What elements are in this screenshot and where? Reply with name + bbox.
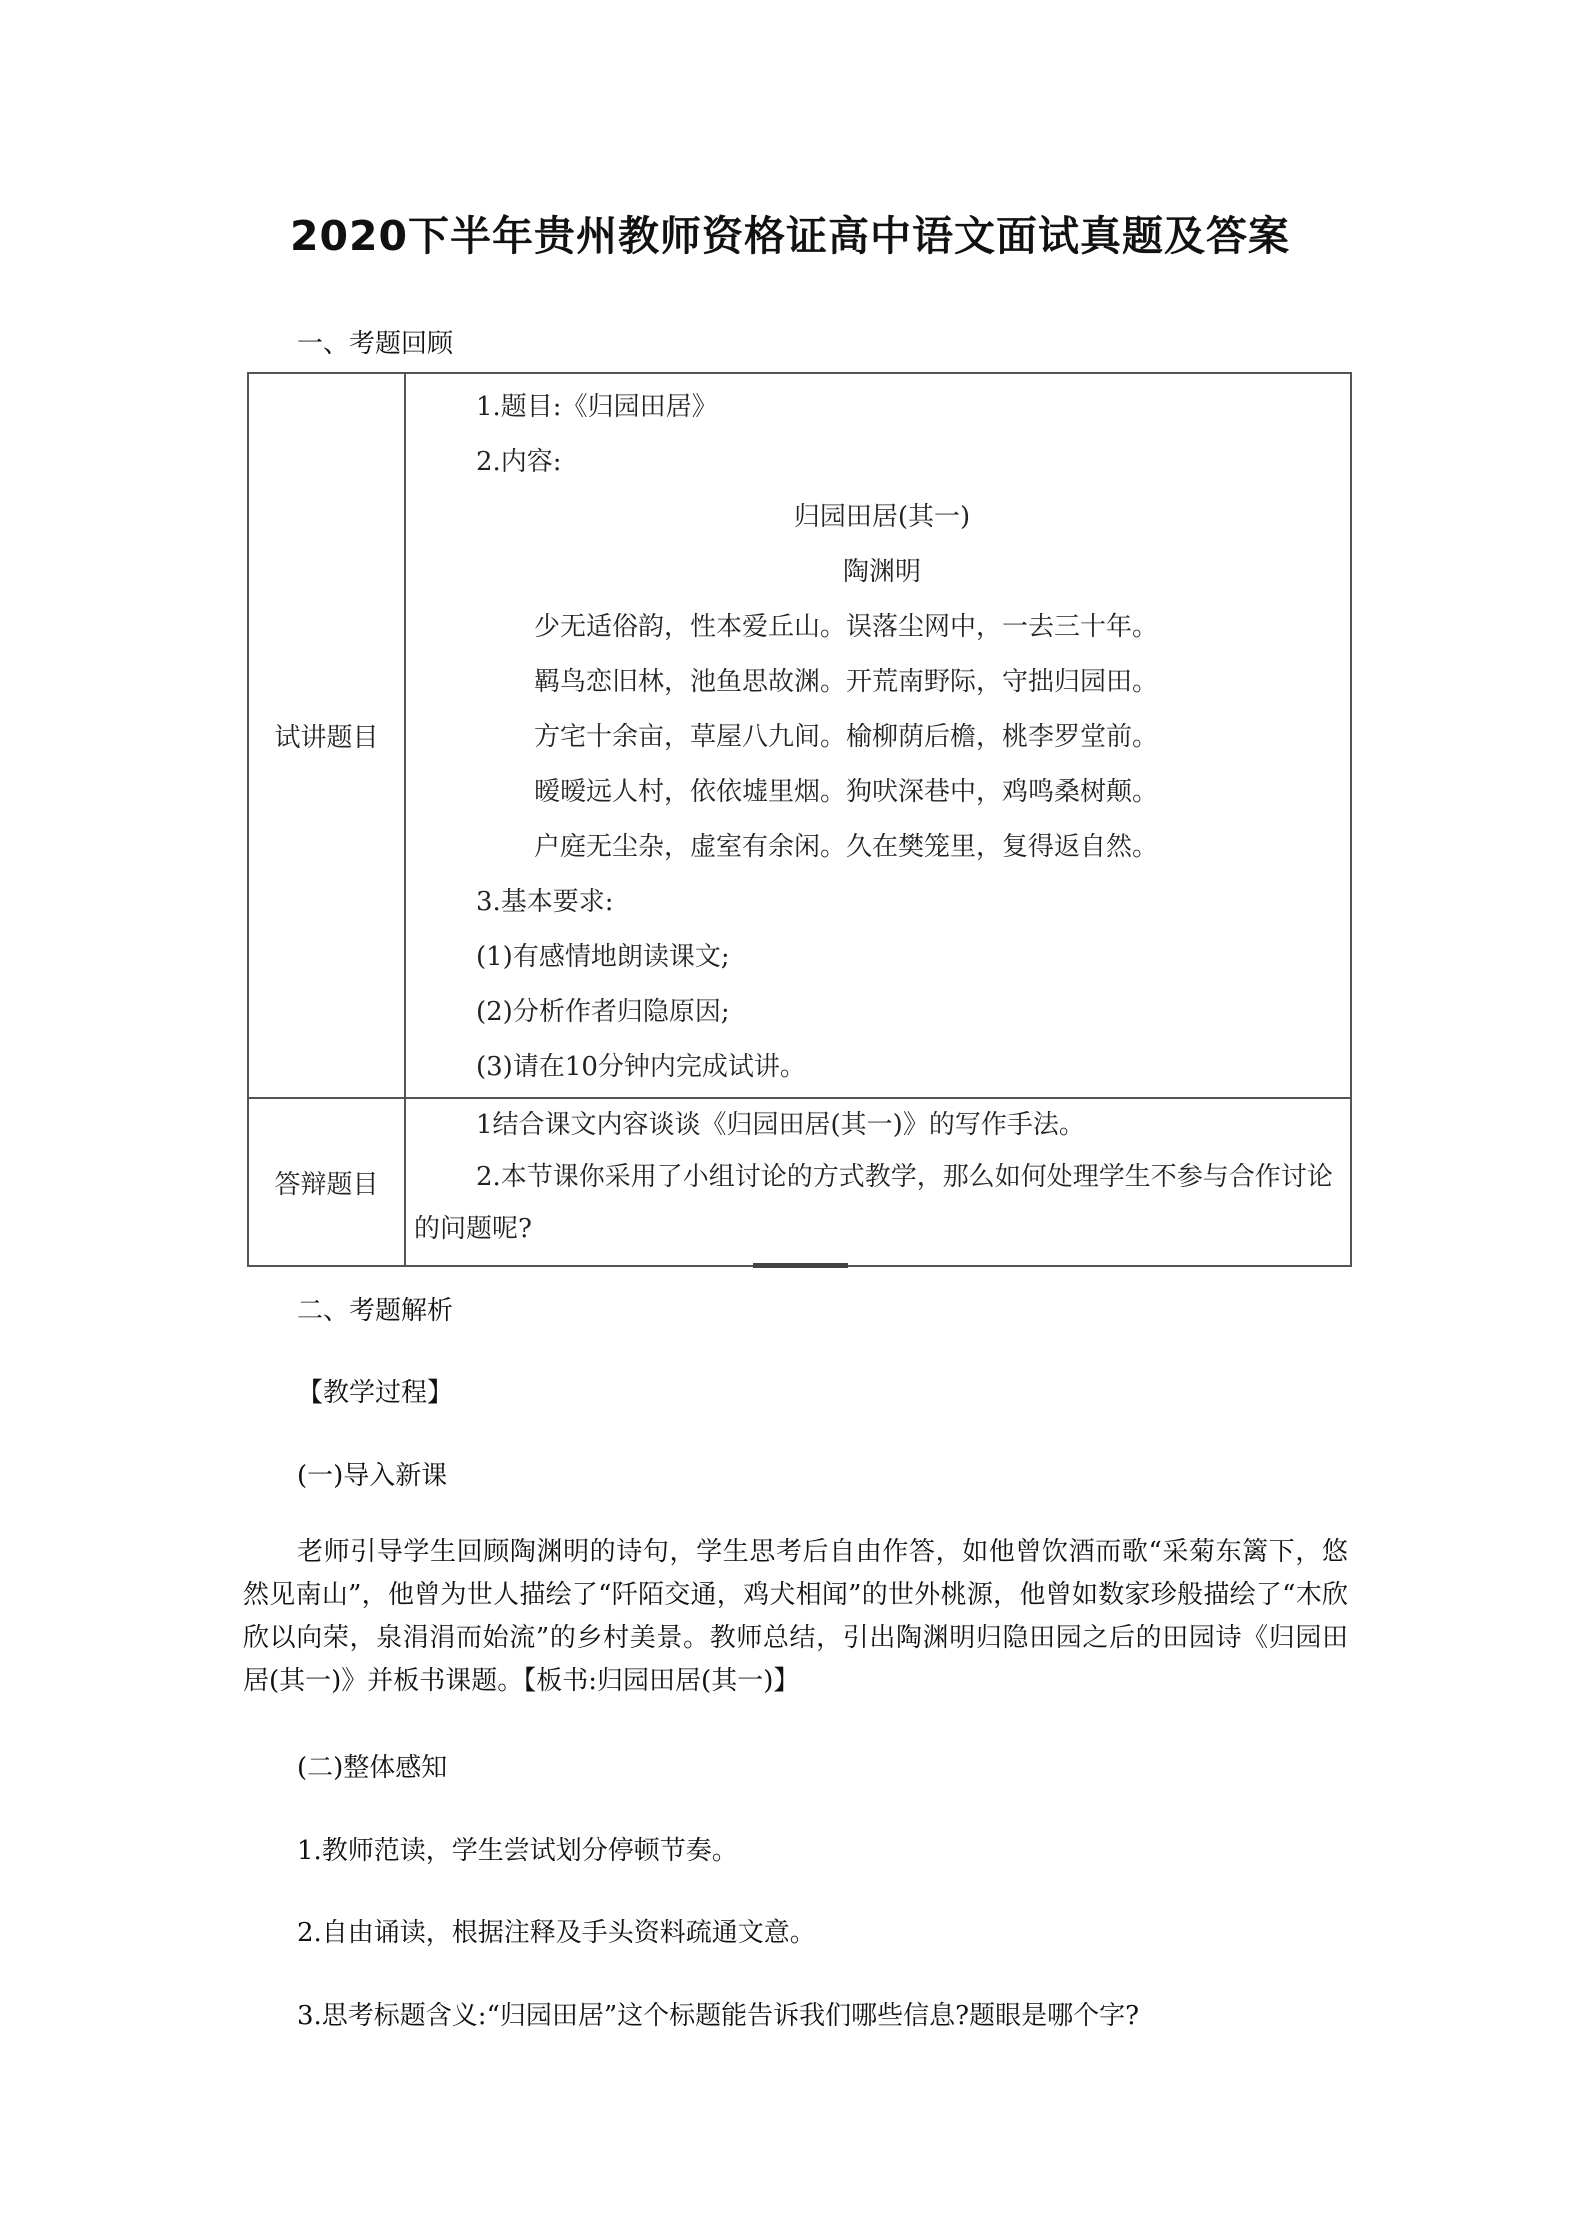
table-row-defense: [248, 1098, 1351, 1266]
defense-question-2: 2.本节课你采用了小组讨论的方式教学，那么如何处理学生不参与合作讨论的问题呢?: [414, 1162, 1333, 1244]
poem-line: 方宅十余亩，草屋八九间。榆柳荫后檐，桃李罗堂前。: [534, 722, 1159, 752]
defense-topic-cell: [405, 1098, 1351, 1266]
lecture-topic-label: 试讲题目: [248, 373, 405, 1098]
teaching-process-heading: 【教学过程】: [297, 1378, 454, 1408]
part-heading-overview: (二)整体感知: [297, 1753, 448, 1783]
table-row-lecture: [248, 373, 1351, 1098]
section-heading-review: 一、考题回顾: [297, 329, 454, 359]
poem-line: 羁鸟恋旧林，池鱼思故渊。开荒南野际，守拙归园田。: [534, 667, 1159, 697]
requirement-item: (2)分析作者归隐原因;: [476, 997, 730, 1027]
poem-line: 户庭无尘杂，虚室有余闲。久在樊笼里，复得返自然。: [534, 832, 1159, 862]
content-label: 2.内容:: [476, 447, 562, 477]
step-item: 2.自由诵读，根据注释及手头资料疏通文意。: [297, 1918, 816, 1948]
lecture-topic-cell: [405, 373, 1351, 1098]
requirements-label: 3.基本要求:: [476, 887, 614, 917]
page-title: 2020下半年贵州教师资格证高中语文面试真题及答案: [289, 212, 1291, 260]
poem-author: 陶渊明: [842, 557, 921, 587]
requirement-item: (1)有感情地朗读课文;: [476, 942, 730, 972]
divider-mark: [753, 1263, 848, 1268]
poem-title: 归园田居(其一): [793, 502, 971, 532]
poem-line: 少无适俗韵，性本爱丘山。误落尘网中，一去三十年。: [534, 612, 1159, 642]
question-table: [247, 372, 1352, 1267]
defense-topic-label: 答辩题目: [248, 1098, 405, 1266]
step-item: 3.思考标题含义:“归园田居”这个标题能告诉我们哪些信息?题眼是哪个字?: [297, 2001, 1140, 2031]
topic-line: 1.题目:《归园田居》: [476, 392, 718, 422]
poem-line: 暧暧远人村，依依墟里烟。狗吠深巷中，鸡鸣桑树颠。: [534, 777, 1159, 807]
section-heading-analysis: 二、考题解析: [297, 1296, 454, 1326]
requirement-item: (3)请在10分钟内完成试讲。: [476, 1052, 806, 1082]
intro-paragraph: 老师引导学生回顾陶渊明的诗句，学生思考后自由作答，如他曾饮酒而歌“采菊东篱下，悠然见南山”，他曾为世人描绘了“阡陌交通，鸡犬相闻”的世外桃源，他曾如数家珍般描绘了“木欣欣以向荣，泉涓涓而始流”的乡村美景。教师总结，引出陶渊明归隐田园之后的田园诗《归园田居(其一)》并板书课题。【板书:归园田居(其一)】: [243, 1537, 1348, 1696]
defense-question-1: 1结合课文内容谈谈《归园田居(其一)》的写作手法。: [476, 1110, 1085, 1140]
part-heading-intro: (一)导入新课: [297, 1461, 448, 1491]
step-item: 1.教师范读，学生尝试划分停顿节奏。: [297, 1836, 738, 1866]
